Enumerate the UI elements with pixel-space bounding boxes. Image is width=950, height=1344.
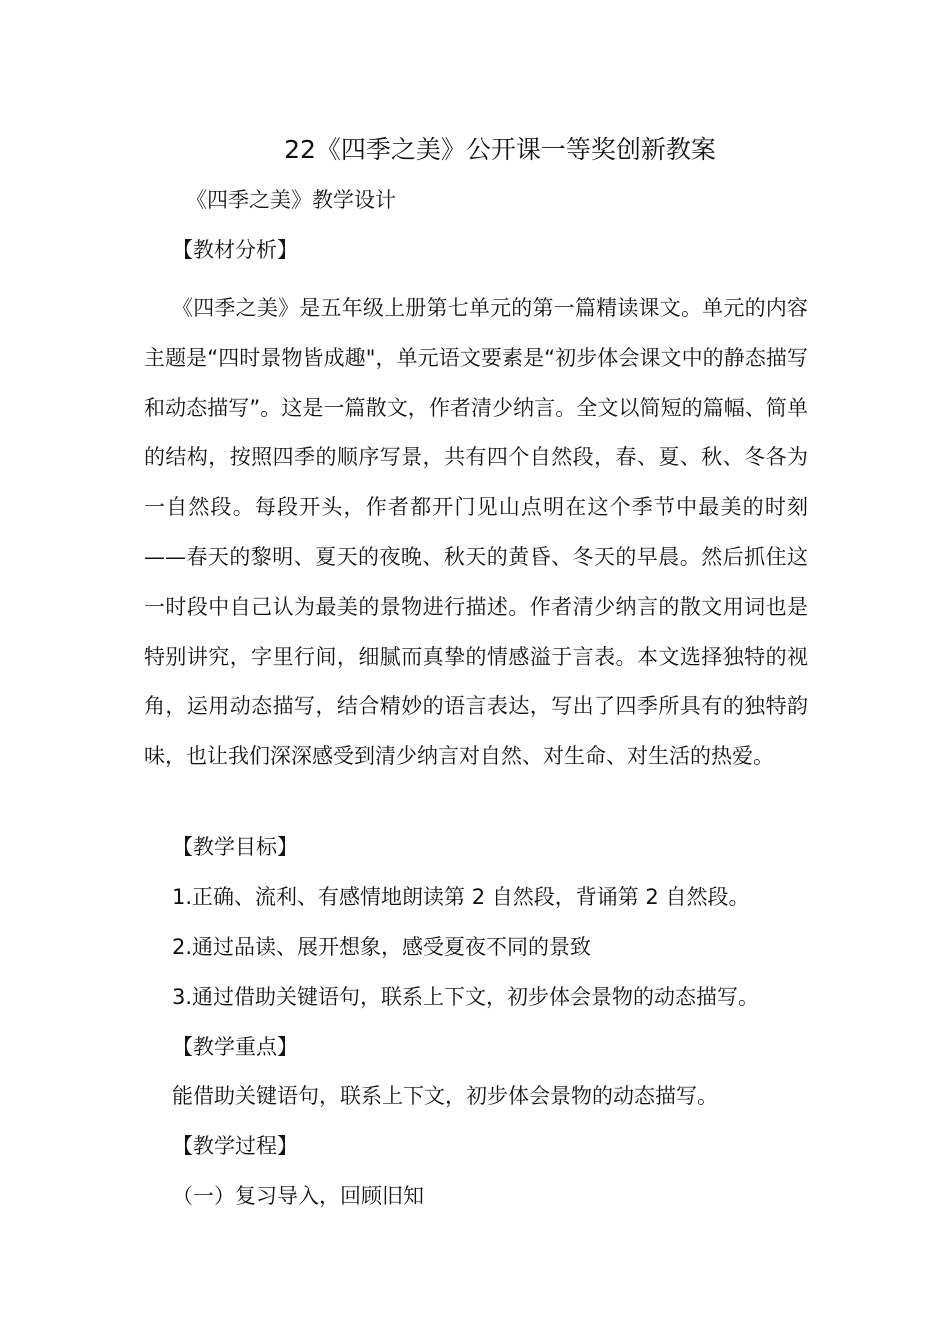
document-subtitle: 《四季之美》教学设计 <box>186 188 396 212</box>
process-step-1: （一）复习导入，回顾旧知 <box>172 1184 424 1208</box>
process-heading: 【教学过程】 <box>172 1134 298 1158</box>
goal-item-1: 1.正确、流利、有感情地朗读第 2 自然段，背诵第 2 自然段。 <box>172 885 750 909</box>
focus-heading: 【教学重点】 <box>172 1035 298 1059</box>
analysis-heading: 【教材分析】 <box>172 238 298 262</box>
goals-heading: 【教学目标】 <box>172 835 298 859</box>
focus-paragraph: 能借助关键语句，联系上下文，初步体会景物的动态描写。 <box>172 1084 718 1108</box>
analysis-paragraph: 《四季之美》是五年级上册第七单元的第一篇精读课文。单元的内容主题是“四时景物皆成趣"，单元语文要素是“初步体会课文中的静态描写和动态描写”。这是一篇散文，作者清少纳言。全文以简短的篇幅、简单的结构，按照四季的顺序写景，共有四个自然段，春、夏、秋、冬各为一自然段。每段开头，作者都开门见山点明在这个季节中最美的时刻——春天的黎明、夏天的夜晚、秋天的黄昏、冬天的早晨。然后抓住这一时段中自己认为最美的景物进行描述。作者清少纳言的散文用词也是特别讲究，字里行间，细腻而真挚的情感溢于言表。本文选择独特的视角，运用动态描写，结合精妙的语言表达，写出了四季所具有的独特韵味，也让我们深深感受到清少纳言对自然、对生命、对生活的热爱。 <box>144 296 808 769</box>
goal-item-2: 2.通过品读、展开想象，感受夏夜不同的景致 <box>172 935 592 959</box>
document-title: 22《四季之美》公开课一等奖创新教案 <box>284 135 716 164</box>
goal-item-3: 3.通过借助关键语句，联系上下文，初步体会景物的动态描写。 <box>172 985 760 1009</box>
